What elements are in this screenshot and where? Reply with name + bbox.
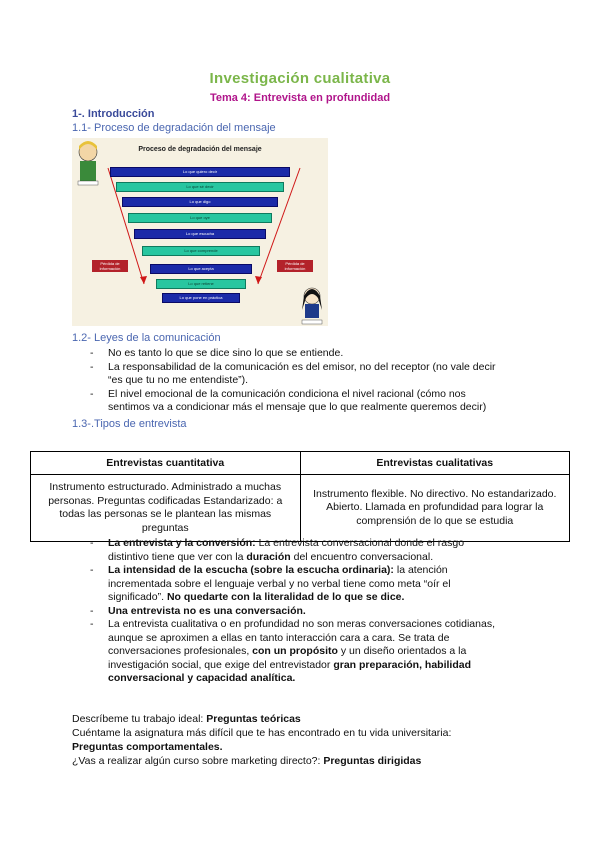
step-4: Lo que oye	[128, 213, 272, 223]
subsection-heading-degradacion: 1.1- Proceso de degradación del mensaje	[72, 122, 276, 134]
right-loss-box: Pérdida de información	[277, 260, 313, 272]
step-3: Lo que digo	[122, 197, 278, 207]
list-item: - La intensidad de la escucha (sobre la escucha ordinaria): la atención incrementada sobre el lenguaje verbal y no verbal tiene como meta “oír el significado”. No quedarte con la literalidad de lo que se dice.	[90, 564, 451, 603]
list-item: - La responsabilidad de la comunicación es del emisor, no del receptor (no vale decir “es que tu no me entendiste”).	[90, 360, 496, 386]
table-header-cualitativa: Entrevistas cualitativas	[300, 452, 570, 475]
person-right-icon	[302, 288, 322, 324]
step-2: Lo que sé decir	[116, 182, 284, 192]
step-9: Lo que pone en práctica	[162, 293, 240, 303]
diagram-title: Proceso de degradación del mensaje	[138, 146, 262, 153]
left-loss-box: Pérdida de información	[92, 260, 128, 272]
table-header-cuantitativa: Entrevistas cuantitativa	[31, 452, 301, 475]
table-cell-cuantitativa: Instrumento estructurado. Administrado a muchas personas. Preguntas codificadas Estandarizado: a todas las personas se le plantean las mismas preguntas	[31, 475, 301, 542]
list-item: - No es tanto lo que se dice sino lo que se entiende.	[90, 347, 344, 359]
degradation-diagram	[72, 138, 328, 326]
document-title: Investigación cualitativa	[209, 70, 391, 87]
example-2: Cuéntame la asignatura más difícil que te has encontrado en tu vida universitaria:	[72, 727, 452, 739]
example-3: ¿Vas a realizar algún curso sobre marketing directo?: Preguntas dirigidas	[72, 755, 422, 767]
subsection-heading-tipos: 1.3-.Tipos de entrevista	[72, 418, 187, 430]
step-7: Lo que acepta	[150, 264, 252, 274]
step-1: Lo que quiero decir	[110, 167, 290, 177]
laws-list	[90, 347, 510, 415]
key-points-list	[90, 537, 498, 686]
example-2-answer: Preguntas comportamentales.	[72, 741, 223, 753]
document-subtitle: Tema 4: Entrevista en profundidad	[209, 92, 391, 104]
list-item: - El nivel emocional de la comunicación condiciona el nivel racional (cómo nos sentimos va a condicionar más el mensaje que lo que realmente queremos decir)	[90, 387, 487, 413]
step-8: Lo que retiene	[156, 279, 246, 289]
list-item: - Una entrevista no es una conversación.	[90, 604, 306, 617]
step-6: Lo que comprende	[142, 246, 260, 256]
example-1: Descríbeme tu trabajo ideal: Preguntas teóricas	[72, 713, 301, 725]
step-5: Lo que escucha	[134, 229, 266, 239]
interview-types-table	[30, 451, 570, 542]
list-item: - La entrevista y la conversión: La entrevista conversacional donde el rasgo distintivo tiene que ver con la duración del encuentro conversacional.	[90, 537, 465, 563]
list-item: - La entrevista cualitativa o en profundidad no son meras conversaciones cotidianas, aunque se aproximen a ellas en tanto interacción cara a cara. Se trata de conversaciones profesionales, con un propósito y un diseño orientados a la investigación social, que exige del entrevistador gran preparación, habilidad conversacional y capacidad analítica.	[90, 618, 495, 684]
table-cell-cualitativa: Instrumento flexible. No directivo. No estandarizado. Abierto. Llamada en profundidad para lograr la comprensión de lo que se estudia	[300, 475, 570, 542]
section-heading-introduccion: 1-. Introducción	[72, 108, 155, 120]
person-left-icon	[78, 141, 98, 185]
subsection-heading-leyes: 1.2- Leyes de la comunicación	[72, 332, 221, 344]
